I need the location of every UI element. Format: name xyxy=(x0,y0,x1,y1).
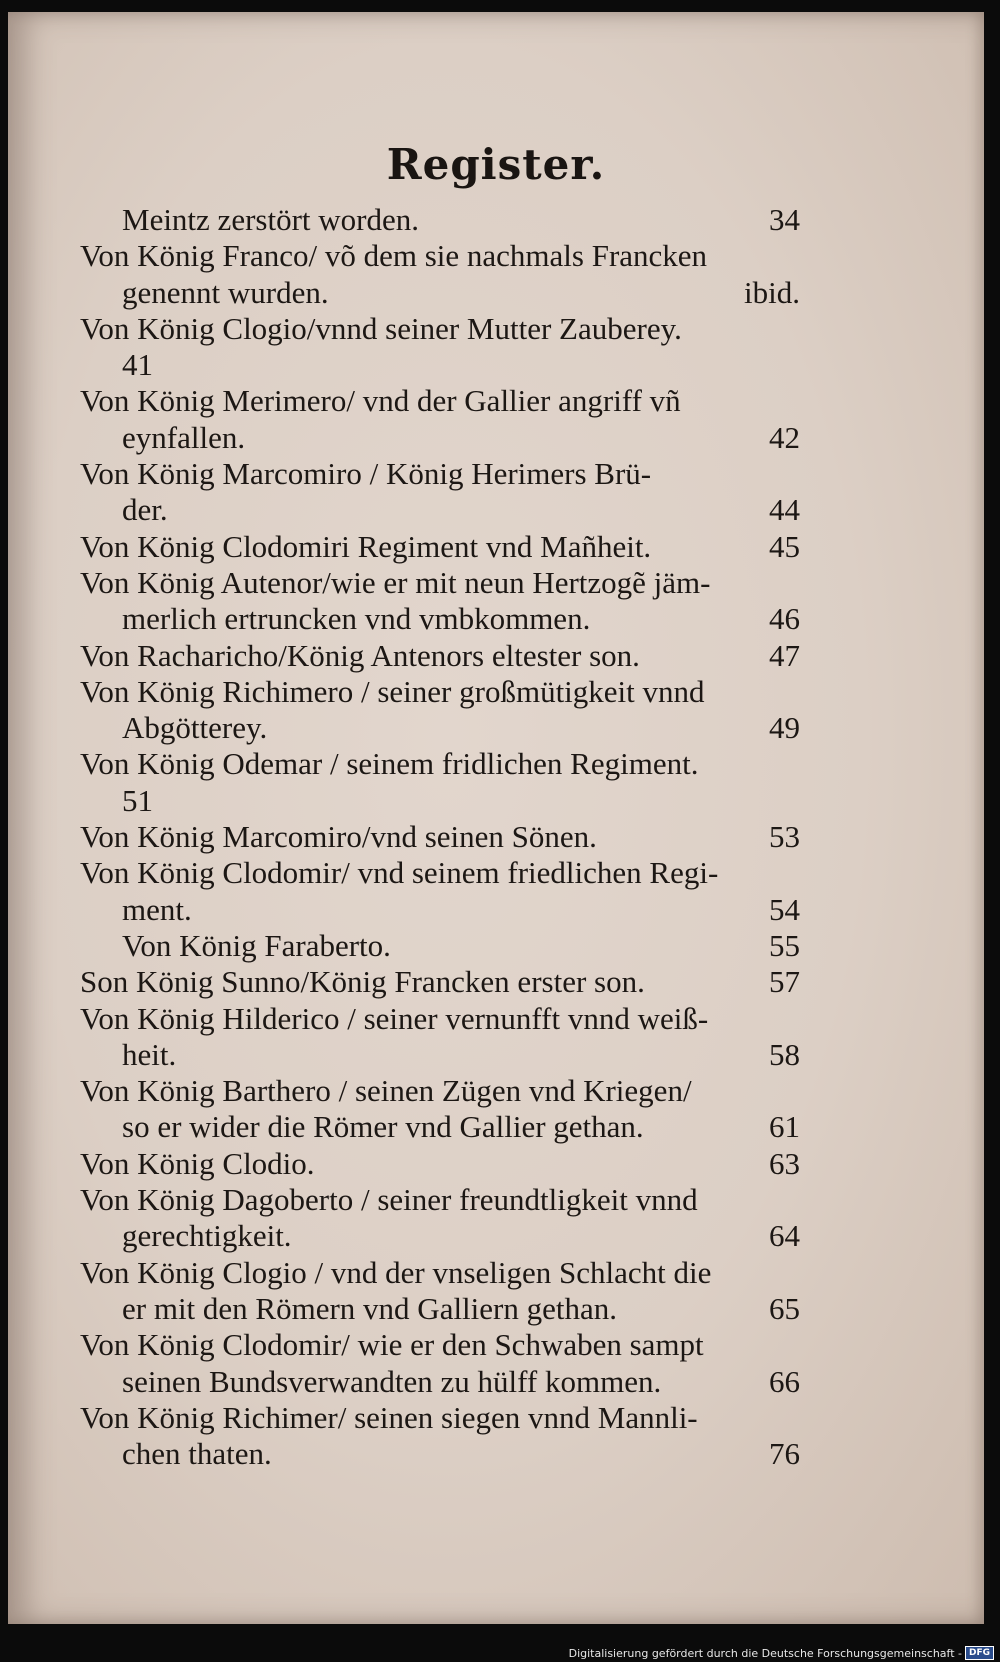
page-number: ibid. xyxy=(744,274,800,310)
page-title: Register. xyxy=(386,140,606,189)
page-number: 76 xyxy=(769,1436,800,1472)
entry-text: 51 xyxy=(122,782,153,818)
register-line xyxy=(80,928,800,964)
entry-text: Von König Clodomiri Regiment vnd Mañheit. xyxy=(80,528,652,564)
register-line xyxy=(80,964,800,1000)
register-line xyxy=(80,565,800,601)
register-line xyxy=(80,1001,800,1037)
entry-text: eynfallen. xyxy=(122,419,246,455)
entry-text: 41 xyxy=(122,347,153,383)
entry-text: Von König Marcomiro/vnd seinen Sönen. xyxy=(80,819,597,855)
register-line xyxy=(80,311,800,347)
entry-text: Von König Barthero / seinen Zügen vnd Kriegen/ xyxy=(80,1073,692,1109)
entry-text: heit. xyxy=(122,1036,177,1072)
entry-text: seinen Bundsverwandten zu hülff kommen. xyxy=(122,1363,662,1399)
entry-text: Von König Dagoberto / seiner freundtligkeit vnnd xyxy=(80,1182,698,1218)
register-line xyxy=(80,383,800,419)
entry-text: Von König Richimero / seiner großmütigkeit vnnd xyxy=(80,673,705,709)
register-line xyxy=(80,746,800,782)
entry-text: Von König Richimer/ seinen siegen vnnd Mannli- xyxy=(80,1399,698,1435)
register-line xyxy=(80,1255,800,1291)
entry-text: Von König Autenor/wie er mit neun Hertzogẽ jäm- xyxy=(80,564,711,600)
register-line xyxy=(80,420,800,456)
entry-text: der. xyxy=(122,492,168,528)
entry-text: Von König Clodomir/ wie er den Schwaben sampt xyxy=(80,1327,704,1363)
page-number: 61 xyxy=(769,1109,800,1145)
page-number: 46 xyxy=(769,601,800,637)
page-number: 65 xyxy=(769,1290,800,1326)
page-number: 63 xyxy=(769,1145,800,1181)
entry-text: Von König Faraberto. xyxy=(122,927,391,963)
register-line xyxy=(80,238,800,274)
page-number: 49 xyxy=(769,710,800,746)
register-line xyxy=(80,202,800,238)
register-line xyxy=(80,674,800,710)
register-line xyxy=(80,638,800,674)
page-number: 44 xyxy=(769,492,800,528)
register-line xyxy=(80,855,800,891)
page-number: 34 xyxy=(769,202,800,237)
register-line xyxy=(80,1400,800,1436)
page-number: 55 xyxy=(769,927,800,963)
page-number: 42 xyxy=(769,419,800,455)
entry-text: Von König Clodio. xyxy=(80,1145,315,1181)
register-line xyxy=(80,529,800,565)
entry-text: Von König Clodomir/ vnd seinem friedlichen Regi- xyxy=(80,855,719,891)
page-number: 45 xyxy=(769,528,800,564)
entry-text: ment. xyxy=(122,891,192,927)
page-number: 66 xyxy=(769,1363,800,1399)
entry-text: merlich ertruncken vnd vmbkommen. xyxy=(122,601,591,637)
register-line xyxy=(80,783,800,819)
entry-text: Abgötterey. xyxy=(122,710,268,746)
register-line xyxy=(80,819,800,855)
digitization-footer xyxy=(569,1646,994,1660)
entry-text: Von König Marcomiro / König Herimers Brü- xyxy=(80,456,652,492)
entry-text: Von König Clogio/vnnd seiner Mutter Zauberey. xyxy=(80,310,682,346)
page-number: 47 xyxy=(769,637,800,673)
entry-text: chen thaten. xyxy=(122,1436,272,1472)
register-line xyxy=(80,1327,800,1363)
register-line xyxy=(80,1073,800,1109)
entry-text: Von König Odemar / seinem fridlichen Regiment. xyxy=(80,746,699,782)
register-line xyxy=(80,492,800,528)
register-line xyxy=(80,347,800,383)
register-line xyxy=(80,710,800,746)
register-line xyxy=(80,601,800,637)
book-page xyxy=(8,12,984,1624)
entry-text: Von König Franco/ võ dem sie nachmals Francken xyxy=(80,238,708,274)
footer-credit: Digitalisierung gefördert durch die Deutsche Forschungsgemeinschaft - xyxy=(568,1646,962,1660)
page-number: 57 xyxy=(769,964,800,1000)
entry-text: Von König Hilderico / seiner vernunfft vnnd weiß- xyxy=(80,1000,709,1036)
entry-text: genennt wurden. xyxy=(122,274,329,310)
register-line xyxy=(80,456,800,492)
register-line xyxy=(80,1364,800,1400)
page-number: 58 xyxy=(769,1036,800,1072)
register-line xyxy=(80,1182,800,1218)
register-line xyxy=(80,1146,800,1182)
register-line xyxy=(80,1109,800,1145)
entry-text: Son König Sunno/König Francken erster son. xyxy=(80,964,645,1000)
register-line xyxy=(80,1436,800,1472)
entry-text: so er wider die Römer vnd Gallier gethan. xyxy=(122,1109,644,1145)
register-line xyxy=(80,1218,800,1254)
entry-text: Meintz zerstört worden. xyxy=(122,202,419,237)
page-number: 64 xyxy=(769,1218,800,1254)
register-line xyxy=(80,1037,800,1073)
entry-text: Von König Merimero/ vnd der Gallier angriff vñ xyxy=(80,383,681,419)
page-number: 53 xyxy=(769,819,800,855)
entry-text: Von Racharicho/König Antenors eltester son. xyxy=(80,637,640,673)
dfg-logo-icon: DFG xyxy=(965,1646,994,1660)
entry-text: Von König Clogio / vnd der vnseligen Schlacht die xyxy=(80,1254,712,1290)
register-line xyxy=(80,275,800,311)
register-line xyxy=(80,892,800,928)
register-entries xyxy=(80,202,800,1472)
entry-text: gerechtigkeit. xyxy=(122,1218,292,1254)
register-line xyxy=(80,1291,800,1327)
entry-text: er mit den Römern vnd Galliern gethan. xyxy=(122,1290,618,1326)
page-number: 54 xyxy=(769,891,800,927)
